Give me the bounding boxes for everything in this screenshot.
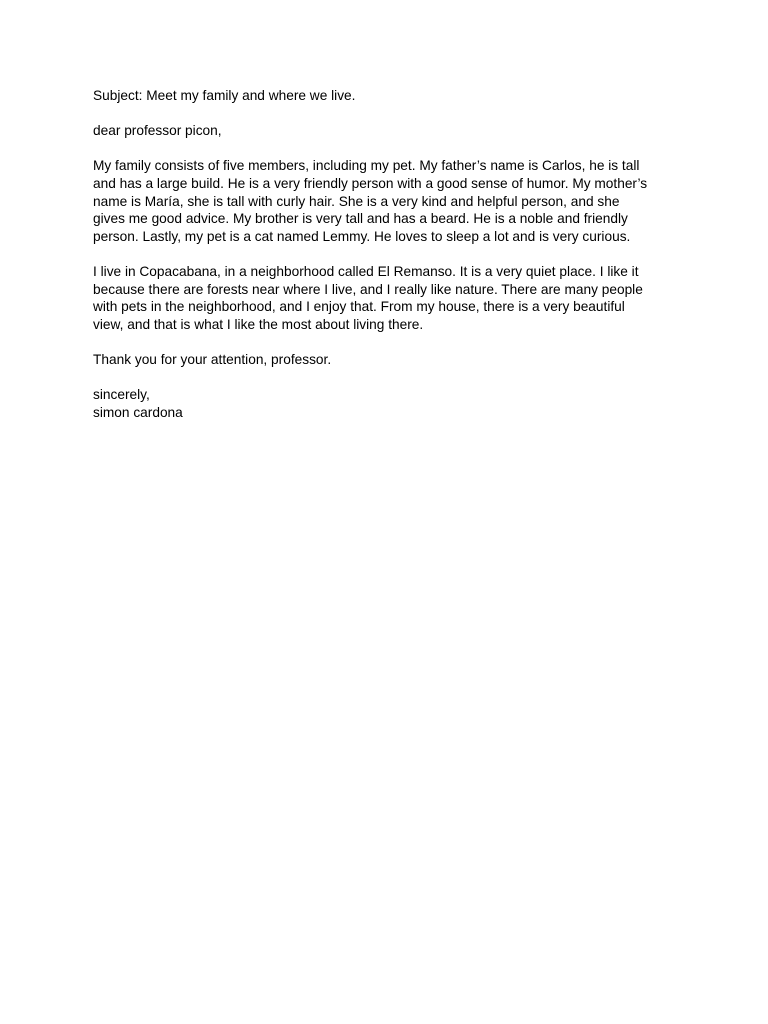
spacer — [93, 369, 683, 387]
spacer — [93, 245, 683, 263]
paragraph-home — [93, 263, 683, 333]
paragraph-line: view, and that is what I like the most about living there. — [93, 316, 424, 332]
spacer — [93, 333, 683, 351]
paragraph-family — [93, 157, 683, 245]
letter-body — [93, 87, 683, 421]
letter-salutation: dear professor picon, — [93, 123, 222, 139]
paragraph-line: because there are forests near where I live, and I really like nature. There are many people — [93, 281, 643, 297]
paragraph-line: My family consists of five members, including my pet. My father’s name is Carlos, he is tall — [93, 158, 640, 174]
paragraph-line: with pets in the neighborhood, and I enjoy that. From my house, there is a very beautiful — [93, 299, 625, 315]
letter-thanks: Thank you for your attention, professor. — [93, 351, 332, 367]
letter-closing: sincerely, — [93, 387, 150, 403]
paragraph-line: and has a large build. He is a very friendly person with a good sense of humor. My mother’s — [93, 175, 648, 191]
letter-subject: Subject: Meet my family and where we live. — [93, 88, 356, 103]
spacer — [93, 105, 683, 123]
paragraph-line: gives me good advice. My brother is very tall and has a beard. He is a noble and friendly — [93, 211, 628, 227]
spacer — [93, 140, 683, 158]
letter-signature: simon cardona — [93, 404, 183, 420]
paragraph-line: person. Lastly, my pet is a cat named Lemmy. He loves to sleep a lot and is very curious. — [93, 228, 631, 244]
paragraph-line: I live in Copacabana, in a neighborhood called El Remanso. It is a very quiet place. I like it — [93, 263, 639, 279]
paragraph-line: name is María, she is tall with curly hair. She is a very kind and helpful person, and she — [93, 193, 620, 209]
